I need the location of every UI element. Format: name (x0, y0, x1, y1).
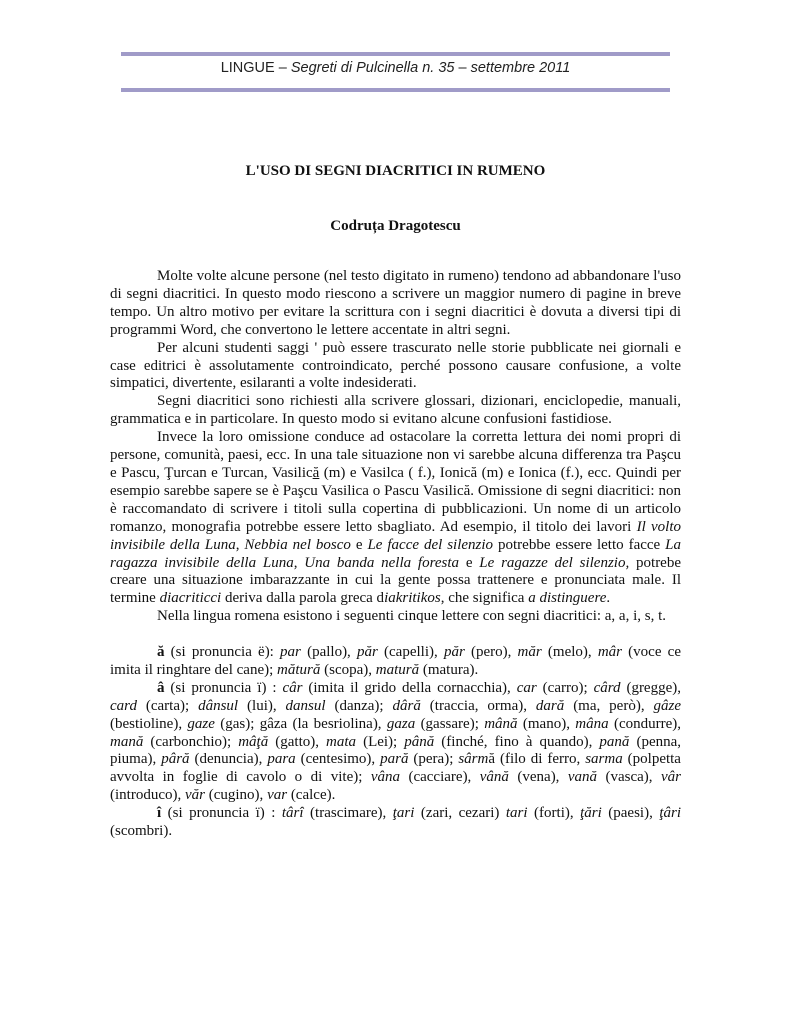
article-title: L'USO DI SEGNI DIACRITICI IN RUMENO (245, 163, 546, 179)
header-publication: Segreti di Pulcinella n. 35 (290, 60, 455, 76)
paragraph: Nella lingua romena esistono i seguenti cinque lettere con segni diacritici: a, a, i, s, t. (157, 608, 667, 625)
article-body (110, 268, 681, 841)
letter-paragraph: â (si pronuncia ï) : câr (imita il grido della cornacchia), car (carro); cârd (gregge), card (carta); dânsul (lui), dansul (danza); dâră (traccia, orma), dară (ma, però), gâze (bestioline), gaze (gas); gâza (la besriolina), gaza (gassare); mână (mano), mâna (condurre), mană (carbonchio); mâţă (gatto), mata (Lei); până (finché, fino à quando), pană (penna, piuma), pâră (denuncia), para (centesimo), pară (pera); sârmă (filo di ferro, sarma (polpetta avvolta in foglie di cavolo o di vite); vâna (cacciare), vână (vena), vană (vasca), vâr (introduco), văr (cugino), var (calce). (110, 679, 682, 804)
paragraph: Invece la loro omissione conduce ad ostacolare la corretta lettura dei nomi propri di persone, comunità, paesi, ecc. In una tale situazione non vi sarebbe alcuna differenza tra Paşcu e Pascu, Ţurcan e Turcan, Vasilică (m) e Vasilca ( f.), Ionică (m) e Ionica (f.), ecc. Quindi per esempio sarebbe sapere se è Paşcu Vasilica o Pascu Vasilică. Omissione di segni diacritici: non è raccomandato di scrivere i titoli sulla copertina di pubblicazioni. Un nome di un articolo romanzo, monografia potrebbe essere letto sbagliato. Ad esempio, il titolo dei lavori Il volto invisibile della Luna, Nebbia nel bosco e Le facce del silenzio potrebbe essere letto facce La ragazza invisibile della Luna, Una banda nella foresta e Le ragazze del silenzio, potrebe creare una situazione imbarazzante in cui la gente possa trattenere e pronunciata male. Il termine diacriticci deriva dalla parola greca diakritikos, che significa a distinguere. (110, 429, 681, 607)
header-dash: – (278, 60, 287, 76)
paragraph: Molte volte alcune persone (nel testo digitato in rumeno) tendono ad abbandonare l'uso di segni diacritici. In questo modo riescono a scrivere un maggior numero di pagine in breve tempo. Un altro motivo per evitare la scrittura con i segni diacritici è dovuta a diversi tipi di programmi Word, che convertono le lettere accentate in altri segni. (110, 268, 681, 338)
letter-paragraph: ă (si pronuncia ë): par (pallo), păr (capelli), păr (pero), măr (melo), mâr (voce ce imita il ringhtare del cane); mătură (scopa), matură (matura). (110, 644, 681, 678)
letter-paragraph: î (si pronuncia ï) : târî (trascimare), ţari (zari, cezari) tari (forti), ţări (paesi), ţâri (scombri). (110, 805, 682, 840)
header-section: LINGUE (220, 60, 275, 76)
header-date: settembre 2011 (470, 60, 571, 76)
header-top-rule (121, 52, 670, 56)
paragraph: Segni diacritici sono richiesti alla scrivere glossari, dizionari, enciclopedie, manuali, grammatica e in particolare. In questo modo si evitano alcune confusioni fastidiose. (110, 393, 681, 428)
paragraph: Per alcuni studenti saggi ' può essere trascurato nelle storie pubblicate nei giornali e case editrici è assolutamente controindicato, perché possono causare confusione, a volte simpatici, divertente, esilaranti a volte indesiderati. (110, 339, 681, 392)
header-dash: – (458, 60, 467, 76)
header-bottom-rule (121, 88, 670, 92)
article-author: Codruța Dragotescu (330, 218, 461, 234)
running-header (121, 60, 670, 76)
